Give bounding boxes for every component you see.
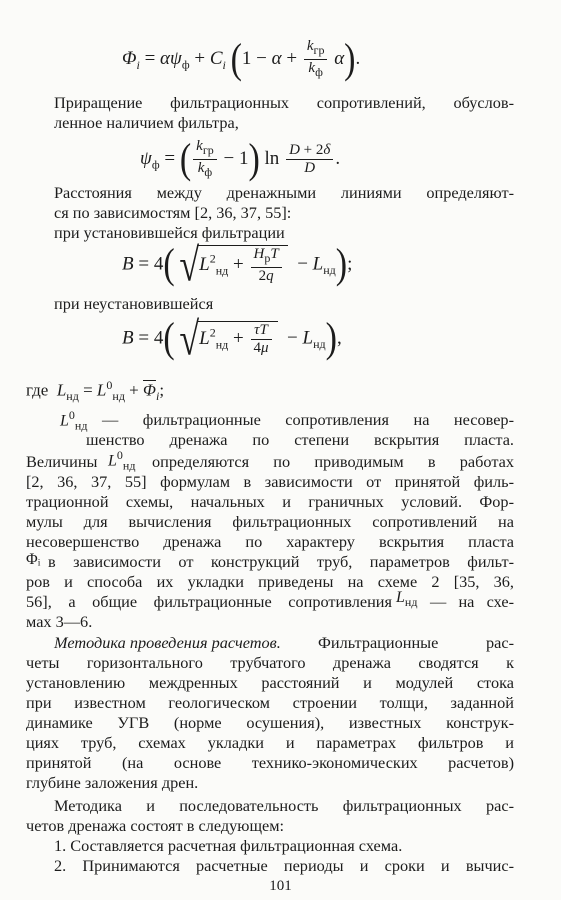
text-line: в зависимости от конструкций труб, параметров фильт- [48, 552, 514, 571]
text-line: ленное наличием фильтра, [54, 113, 239, 132]
text-line: при неустановившейся [54, 294, 214, 313]
text-line: принятой (на основе технико-экономических расчетов) [26, 753, 514, 772]
text-line: Расстояния между дренажными линиями определяют- [54, 183, 514, 202]
text-line: шенство дренажа по степени вскрытия пласта. [86, 430, 514, 449]
text-line: — фильтрационные сопротивления на несовер- [102, 410, 514, 429]
text-line: при установившейся фильтрации [54, 223, 285, 242]
symbol-l0-inline: $L^0_{нд}$ [108, 448, 136, 473]
text-line: ся по зависимостям [2, 36, 37, 55]: [54, 203, 292, 222]
text-line: четов дренажа состоят в следующем: [26, 816, 285, 835]
text-line: установлению междренных расстояний и модулей стока [26, 673, 514, 692]
text-line: Методика и последовательность фильтрационных рас- [54, 796, 514, 815]
text-line: Приращение фильтрационных сопротивлений, обуслов- [54, 93, 514, 112]
formula-psi-f: $\psi_ф$ = ( $\frac{k_{гр}}{k_ф}$ − 1) ln $\frac{D + 2\delta}{D}$ . [140, 135, 341, 182]
text-line: определяются по приводимым в работах [152, 452, 514, 471]
text-line: ров и способа их укладки приведены на схеме 2 [35, 36, [26, 572, 514, 591]
text-line: мах 3—6. [26, 612, 93, 631]
text-word: Величины [26, 452, 98, 471]
section-heading: Методика проведения расчетов. [54, 633, 281, 652]
symbol-l0: $L^0_{нд}$ [60, 408, 88, 433]
formula-b-steady: B = 4( $√L^2_{нд}$ + $\frac{H_рT}{2q}$ − $L_{нд}$); [122, 239, 353, 291]
symbol-l-nd: $L_{нд}$ [396, 589, 418, 610]
text-line: [2, 36, 37, 55] формулам в зависимости от принятой филь- [26, 472, 514, 491]
formula-where: где $L_{нд} = L^0_{нд} + \overline{\Phi}_i$; [26, 378, 165, 404]
text-line: динамике УГВ (норме осушения), известных конструк- [26, 713, 514, 732]
symbol-phi-i: Φᵢ [26, 551, 41, 568]
list-item: 2. Принимаются расчетные периоды и сроки и вычис- [54, 856, 514, 875]
text-line: несовершенство дренажа по характеру вскрытия пласта [26, 532, 514, 551]
text-line: 56], а общие фильтрационные сопротивления [26, 592, 392, 611]
formula-phi-i: $\Phi_i = \alpha\psi_ф + C_i$ (1 − α + $\frac{k_{гр}}{k_ф}$ α). [122, 35, 361, 82]
formula-b-unsteady: B = 4( $√L^2_{нд}$ + $\frac{\tau T}{4\mu}$ − $L_{нд}$), [122, 313, 342, 365]
text-line: при известном геологическом строении толщи, заданной [26, 693, 514, 712]
text-line: трационной схемы, начальных и граничных условий. Фор- [26, 492, 514, 511]
text-line: мулы для вычисления фильтрационных сопротивлений на [26, 512, 514, 531]
page-number: 101 [269, 878, 292, 894]
text-line: Фильтрационные рас- [318, 633, 514, 652]
list-item: 1. Составляется расчетная фильтрационная схема. [54, 836, 403, 855]
text-line: глубине заложения дрен. [26, 773, 199, 792]
text-line: циях труб, схемах укладки и параметрах фильтров и [26, 733, 514, 752]
text-line: — на схе- [430, 592, 514, 611]
text-line: четы горизонтального трубчатого дренажа сводятся к [26, 653, 514, 672]
